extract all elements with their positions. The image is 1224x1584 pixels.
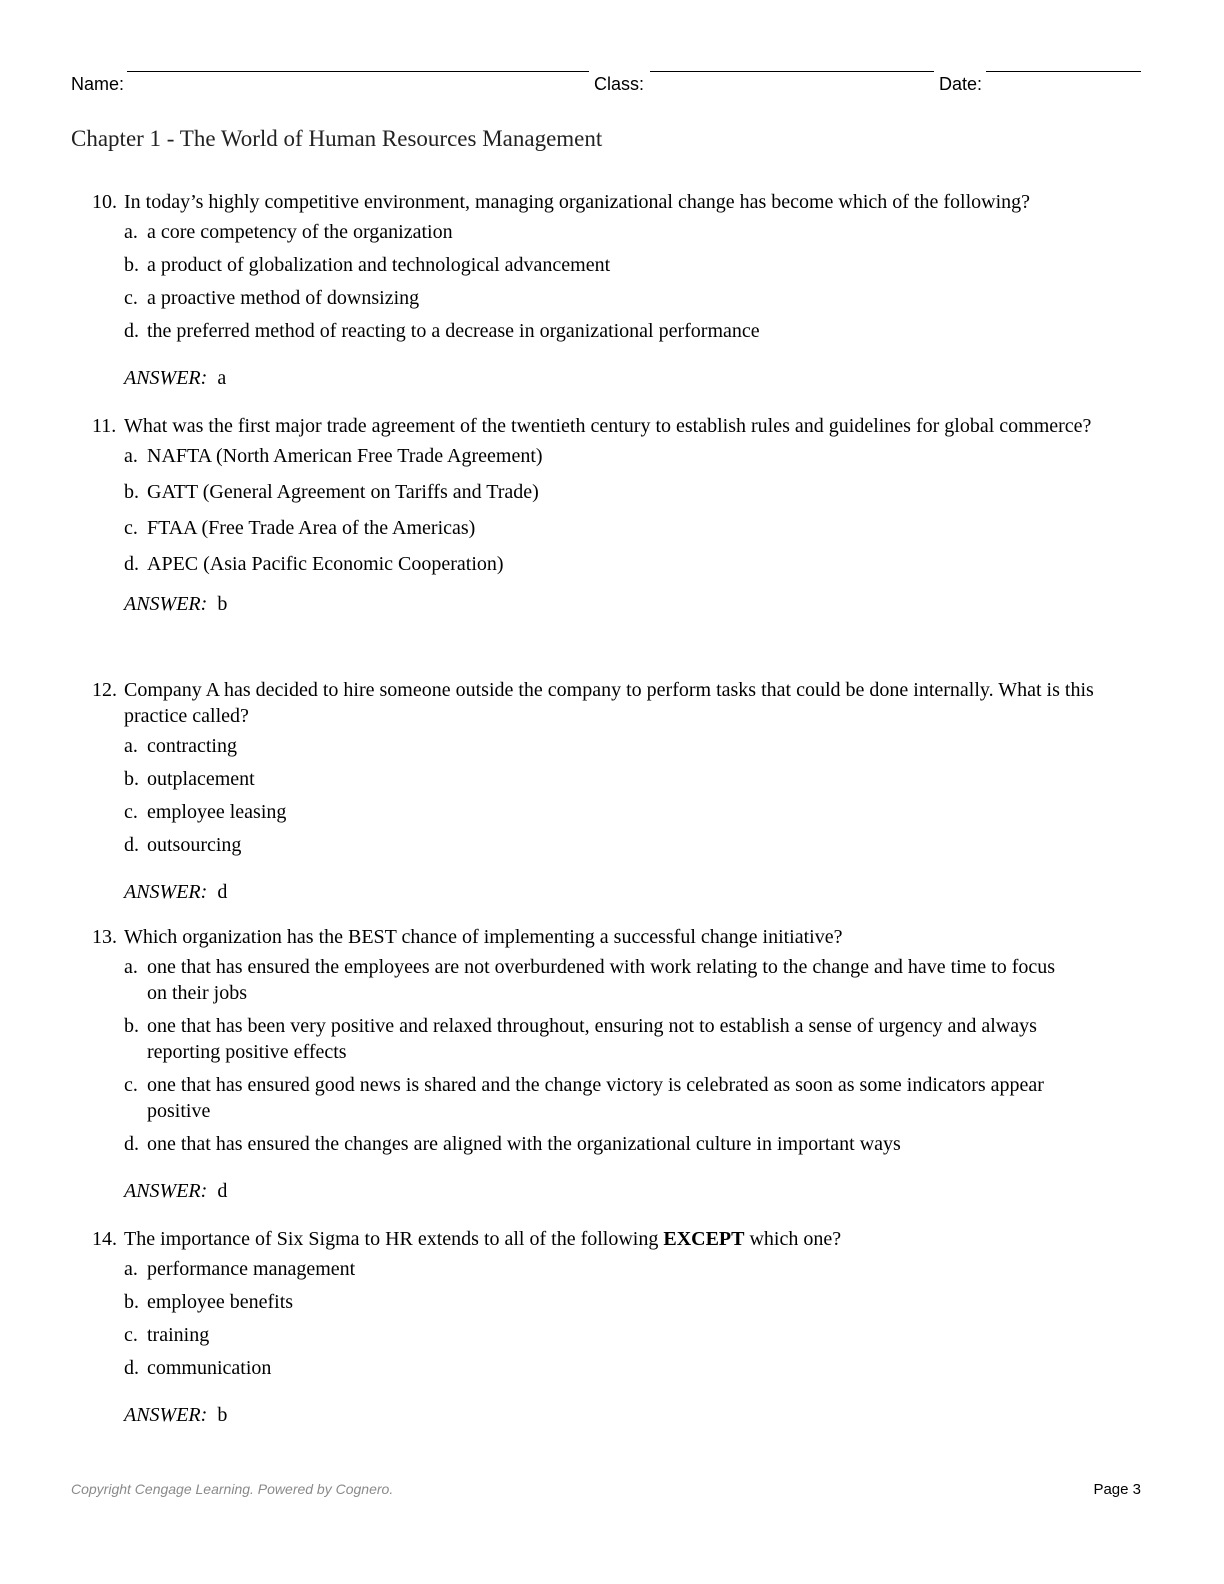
choice-list xyxy=(92,219,1142,344)
choice-text: outsourcing xyxy=(147,834,242,856)
choice-letter: c. xyxy=(124,1074,138,1096)
choice-text: a proactive method of downsizing xyxy=(147,287,420,309)
question-number: 11. xyxy=(92,415,117,437)
choice-text: one that has ensured the employees are not overburdened with work relating to the change and have time to focus on their jobs xyxy=(147,956,1056,1004)
choice-letter: d. xyxy=(124,834,139,856)
choice-c xyxy=(124,515,1142,541)
answer-label: ANSWER: xyxy=(124,881,208,903)
choice-letter: c. xyxy=(124,287,138,309)
name-blank-line xyxy=(127,71,589,72)
choice-b xyxy=(124,1013,1072,1065)
question-text xyxy=(124,1228,841,1250)
question-stem xyxy=(92,1226,1142,1252)
choice-letter: a. xyxy=(124,735,138,757)
class-label: Class: xyxy=(594,74,645,94)
choice-text: the preferred method of reacting to a decrease in organizational performance xyxy=(147,320,760,342)
choice-letter: d. xyxy=(124,1357,139,1379)
date-label: Date: xyxy=(939,74,983,94)
choice-letter: a. xyxy=(124,221,138,243)
choice-text: performance management xyxy=(147,1258,356,1280)
choice-a xyxy=(124,1256,1142,1282)
choice-text: employee leasing xyxy=(147,801,287,823)
choice-b xyxy=(124,1289,1142,1315)
choice-letter: b. xyxy=(124,254,139,276)
question-12 xyxy=(92,677,1142,905)
answer-line xyxy=(92,879,1142,905)
answer-value: b xyxy=(217,1404,228,1426)
answer-label: ANSWER: xyxy=(124,1404,208,1426)
answer-label: ANSWER: xyxy=(124,367,208,389)
choice-letter: d. xyxy=(124,1133,139,1155)
question-text: Which organization has the BEST chance of implementing a successful change initiative? xyxy=(124,926,843,948)
question-text: What was the first major trade agreement of the twentieth century to establish rules and guidelines for global commerce? xyxy=(124,415,1092,437)
choice-d xyxy=(124,1355,1142,1381)
choice-c xyxy=(124,799,1142,825)
chapter-title: Chapter 1 - The World of Human Resources Management xyxy=(71,126,603,151)
question-text-end: which one? xyxy=(744,1228,842,1250)
choice-letter: c. xyxy=(124,1324,138,1346)
choice-text: GATT (General Agreement on Tariffs and Trade) xyxy=(147,481,539,503)
answer-value: d xyxy=(217,881,228,903)
question-number: 14. xyxy=(92,1228,117,1250)
choice-a xyxy=(124,733,1142,759)
choice-text: training xyxy=(147,1324,210,1346)
answer-value: d xyxy=(217,1180,228,1202)
choice-text: APEC (Asia Pacific Economic Cooperation) xyxy=(147,553,504,575)
choice-letter: a. xyxy=(124,956,138,978)
choice-list xyxy=(92,443,1142,577)
class-blank-line xyxy=(650,71,934,72)
question-text: In today’s highly competitive environment, managing organizational change has become which of the following? xyxy=(124,191,1031,213)
choice-text: one that has ensured good news is shared and the change victory is celebrated as soon as some indicators appear positive xyxy=(147,1074,1044,1122)
name-label: Name: xyxy=(71,74,125,94)
choice-a xyxy=(124,219,1142,245)
answer-line xyxy=(92,365,1142,391)
question-number: 10. xyxy=(92,191,117,213)
choice-letter: b. xyxy=(124,481,139,503)
choice-d xyxy=(124,832,1142,858)
choice-text: communication xyxy=(147,1357,272,1379)
question-11 xyxy=(92,413,1142,617)
choice-b xyxy=(124,766,1142,792)
choice-text: a product of globalization and technological advancement xyxy=(147,254,611,276)
choice-letter: d. xyxy=(124,553,139,575)
choice-d xyxy=(124,318,1142,344)
choice-text: one that has ensured the changes are aligned with the organizational culture in important ways xyxy=(147,1133,901,1155)
question-stem xyxy=(92,677,1142,729)
question-number: 12. xyxy=(92,679,117,701)
choice-text: one that has been very positive and relaxed throughout, ensuring not to establish a sense of urgency and always reporting positive effects xyxy=(147,1015,1037,1063)
question-stem xyxy=(92,413,1142,439)
choice-text: a core competency of the organization xyxy=(147,221,453,243)
choice-c xyxy=(124,1322,1142,1348)
choice-letter: d. xyxy=(124,320,139,342)
answer-line xyxy=(92,1178,1142,1204)
choice-list xyxy=(92,1256,1142,1381)
choice-c xyxy=(124,285,1142,311)
answer-line xyxy=(92,591,1142,617)
choice-letter: c. xyxy=(124,517,138,539)
choice-d xyxy=(124,1131,1072,1157)
date-blank-line xyxy=(986,71,1141,72)
choice-b xyxy=(124,479,1142,505)
answer-value: a xyxy=(217,367,227,389)
question-10 xyxy=(92,189,1142,391)
copyright-footer: Copyright Cengage Learning. Powered by Cognero. xyxy=(71,1481,394,1497)
question-14 xyxy=(92,1226,1142,1428)
choice-letter: a. xyxy=(124,1258,138,1280)
question-emphasis: EXCEPT xyxy=(663,1228,745,1250)
choice-c xyxy=(124,1072,1072,1124)
student-info-header xyxy=(71,72,1141,98)
choice-text: employee benefits xyxy=(147,1291,294,1313)
question-stem xyxy=(92,924,1142,950)
choice-list xyxy=(92,954,1142,1157)
choice-text: FTAA (Free Trade Area of the Americas) xyxy=(147,517,476,539)
choice-text: NAFTA (North American Free Trade Agreement) xyxy=(147,445,543,467)
question-number: 13. xyxy=(92,926,117,948)
answer-label: ANSWER: xyxy=(124,1180,208,1202)
page-number: Page 3 xyxy=(1093,1481,1141,1498)
choice-a xyxy=(124,954,1072,1006)
choice-d xyxy=(124,551,1142,577)
choice-letter: a. xyxy=(124,445,138,467)
answer-line xyxy=(92,1402,1142,1428)
choice-letter: b. xyxy=(124,1291,139,1313)
choice-letter: b. xyxy=(124,768,139,790)
answer-value: b xyxy=(217,593,228,615)
answer-label: ANSWER: xyxy=(124,593,208,615)
choice-a xyxy=(124,443,1142,469)
choice-letter: b. xyxy=(124,1015,139,1037)
choice-text: contracting xyxy=(147,735,237,757)
choice-b xyxy=(124,252,1142,278)
choice-list xyxy=(92,733,1142,858)
choice-text: outplacement xyxy=(147,768,255,790)
question-13 xyxy=(92,924,1142,1204)
question-stem xyxy=(92,189,1142,215)
question-text: Company A has decided to hire someone outside the company to perform tasks that could be done internally. What is this practice called? xyxy=(124,679,1094,727)
choice-letter: c. xyxy=(124,801,138,823)
question-text-start: The importance of Six Sigma to HR extends to all of the following xyxy=(124,1228,664,1250)
